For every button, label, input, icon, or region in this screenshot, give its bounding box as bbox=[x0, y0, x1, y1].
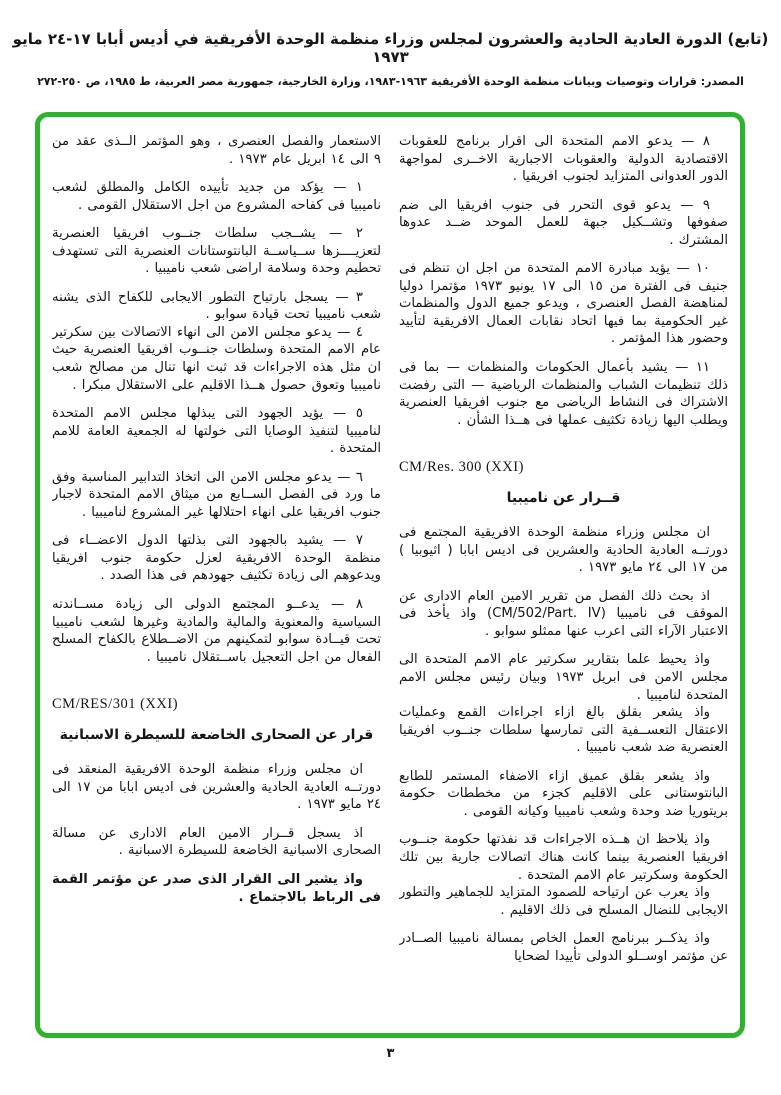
page-number: ٣ bbox=[386, 1046, 395, 1061]
paragraph: ٥ — يؤيد الجهود التى يبذلها مجلس الامم المتحدة لناميبيا لتنفيذ الوصايا التى خولتها له الجمعية العامة للامم المتحدة . bbox=[52, 406, 381, 457]
session-title: (تابع) الدورة العادية الحادية والعشرون لمجلس وزراء منظمة الوحدة الأفريقية في أديس أبابا ١٧-٢٤ مايو ١٩٧٣ bbox=[12, 30, 769, 66]
paragraph: ١ — يؤكد من جديد تأييده الكامل والمطلق لشعب ناميبيا فى كفاحه المشروع من اجل الاستقلال القومى . bbox=[52, 180, 381, 213]
source-citation: المصدر: قرارات وتوصيات وبيانات منظمة الوحدة الأفريقية ١٩٦٣-١٩٨٣، وزارة الخارجية، جمهورية مصر العربية، ط ١٩٨٥، ص ٢٥٠-٢٧٢ bbox=[37, 75, 744, 88]
paragraph: ١١ — يشيد بأعمال الحكومات والمنظمات — بما فى ذلك تنظيمات الشباب والمنظمات الرياضية — التى رفضت الاشتراك فى النشاط الرياضى مع جنوب افريقيا العنصرية ويطلب اليها زيادة تكثيف عملها فى هــذا الشأن . bbox=[399, 360, 728, 428]
paragraph: ٦ — يدعو مجلس الامن الى اتخاذ التدابير المناسبة وفق ما ورد فى الفصل الســابع من ميثاق الامم المتحدة لاجبار جنوب افريقيا على انهاء احتلالها غير المشروع لناميبيا . bbox=[52, 469, 381, 520]
page-header bbox=[0, 0, 781, 88]
paragraph: واذ يذكــر ببرنامج العمل الخاص بمسالة ناميبيا الصــادر عن مؤتمر اوســلو الدولى تأييدا لضحايا bbox=[399, 931, 728, 964]
resolution-ref: CM/Res. 300 (XXI) bbox=[399, 459, 524, 476]
column-right bbox=[399, 133, 728, 1023]
paragraph: واذ يشير الى القرار الذى صدر عن مؤتمر القمة فى الرباط بالاجتماع . bbox=[52, 871, 381, 905]
document-border-box bbox=[35, 112, 745, 1038]
resolution-ref: CM/RES/301 (XXI) bbox=[52, 696, 179, 713]
paragraph: ٣ — يسجل بارتياح التطور الايجابى للكفاح الذى يشنه شعب ناميبيا تحت قيادة سوابو . bbox=[52, 289, 381, 323]
paragraph: واذ يعرب عن ارتياحه للصمود المتزايد للجماهير والتطور الايجابى للنضال المسلح فى ذلك الاقليم . bbox=[399, 885, 728, 918]
paragraph: ٢ — يشــجب سلطات جنــوب افريقيا العنصرية لتعزيــــزها ســياســة البانتوستانات العنصرية التى تستهدف تحطيم وحدة وسلامة اراضى شعب ناميبيا . bbox=[52, 226, 381, 277]
paragraph: ١٠ — يؤيد مبادرة الامم المتحدة من اجل ان تنظم فى جنيف فى الفترة من ١٥ الى ١٧ يونيو ١٩٧٣ مؤتمرا دوليا لمناهضة الفصل العنصرى ، ويدعو جميع الدول والمنظمات غير الحكومية بما فيها اتحاد نقابات العمال الافريقية لتأييد وحضور هذا المؤتمر . bbox=[399, 261, 728, 347]
paragraph: واذ يحيط علما بتقارير سكرتير عام الامم المتحدة الى مجلس الامن فى ابريل ١٩٧٣ وبيان رئيس مجلس الامم المتحدة لناميبيا . bbox=[399, 652, 728, 703]
resolution-title: قرار عن الصحارى الخاضعة للسيطرة الاسبانية bbox=[59, 727, 374, 744]
paragraph: واذ يلاحظ ان هــذه الاجراءات قد نفذتها حكومة جنــوب افريقيا العنصرية بينما كانت هناك اتصالات جارية بين تلك الحكومة وسكرتير عام الامم المتحدة . bbox=[399, 832, 728, 883]
paragraph: الاستعمار والفصل العنصرى ، وهو المؤتمر الــذى عقد من ٩ الى ١٤ ابريل عام ١٩٧٣ . bbox=[52, 134, 381, 167]
paragraph: ٩ — يدعو قوى التحرر فى جنوب افريقيا الى ضم صفوفها وتشــكيل جبهة للعمل الموحد ضــد عدوها المشترك . bbox=[399, 197, 728, 248]
paragraph: واذ يشعر بقلق بالغ ازاء اجراءات القمع وعمليات الاعتقال التعســفية التى تمارسها سلطات جنــوب افريقيا العنصرية ضد شعب ناميبيا . bbox=[399, 705, 728, 756]
paragraph: ٤ — يدعو مجلس الامن الى انهاء الاتصالات بين سكرتير عام الامم المتحدة وسلطات جنــوب افريقيا العنصرية حيث ان مثل هذه الاجراءات قد ثبت انها تنال من مصالح شعب ناميبيا وتعوق حصول هــذا الاقليم على الاستقلال مبكرا . bbox=[52, 324, 381, 393]
paragraph: اذ بحث ذلك الفصل من تقرير الامين العام الادارى عن الموقف فى ناميبيا (CM/502/Part. IV) واذ يأخذ فى الاعتبار الآراء التى اعرب عنها ممثلو سوابو . bbox=[399, 588, 728, 639]
paragraph: ان مجلس وزراء منظمة الوحدة الافريقية المنعقد فى دورتــه العادية الحادية والعشرين فى اديس ابابا من ١٧ الى ٢٤ مايو ١٩٧٣ . bbox=[52, 762, 381, 813]
column-left bbox=[52, 133, 381, 1023]
paragraph: ٨ — يدعو الامم المتحدة الى اقرار برنامج للعقوبات الاقتصادية الدولية والعقوبات الاجبارية الاخــرى لمواجهة الدور العدوانى المتزايد لجنوب افريقيا . bbox=[399, 134, 728, 185]
resolution-title: قــرار عن ناميبيا bbox=[506, 490, 621, 507]
paragraph: اذ يسجل قــرار الامين العام الادارى عن مسالة الصحارى الاسبانية الخاضعة للسيطرة الاسبانية . bbox=[52, 825, 381, 859]
paragraph: واذ يشعر بقلق عميق ازاء الاضفاء المستمر للطابع البانتوستانى على الاقليم كجزء من مخططات حكومة بريتوريا ضد وحدة وشعب ناميبيا وكيانه القومى . bbox=[399, 768, 728, 819]
paragraph: ان مجلس وزراء منظمة الوحدة الافريقية المجتمع فى دورتــه العادية الحادية والعشرين فى اديس ابابا ( اثيوبيا ) من ١٧ الى ٢٤ مايو ١٩٧٣ . bbox=[399, 525, 728, 576]
paragraph: ٧ — يشيد بالجهود التى بذلتها الدول الاعضــاء فى منظمة الوحدة الافريقية لعزل حكومة جنوب افريقيا ويدعوهم الى زيادة تكثيف جهودهم فى هذا الصدد . bbox=[52, 533, 381, 584]
paragraph: ٨ — يدعــو المجتمع الدولى الى زيادة مســاندته السياسية والمعنوية والمالية والمادية وغيرها لشعب ناميبيا تحت قيــادة سوابو لتمكينهم من الاضــطلاع بالكفاح المسلح الفعال من اجل التعجيل باســتقلال ناميبيا . bbox=[52, 597, 381, 665]
